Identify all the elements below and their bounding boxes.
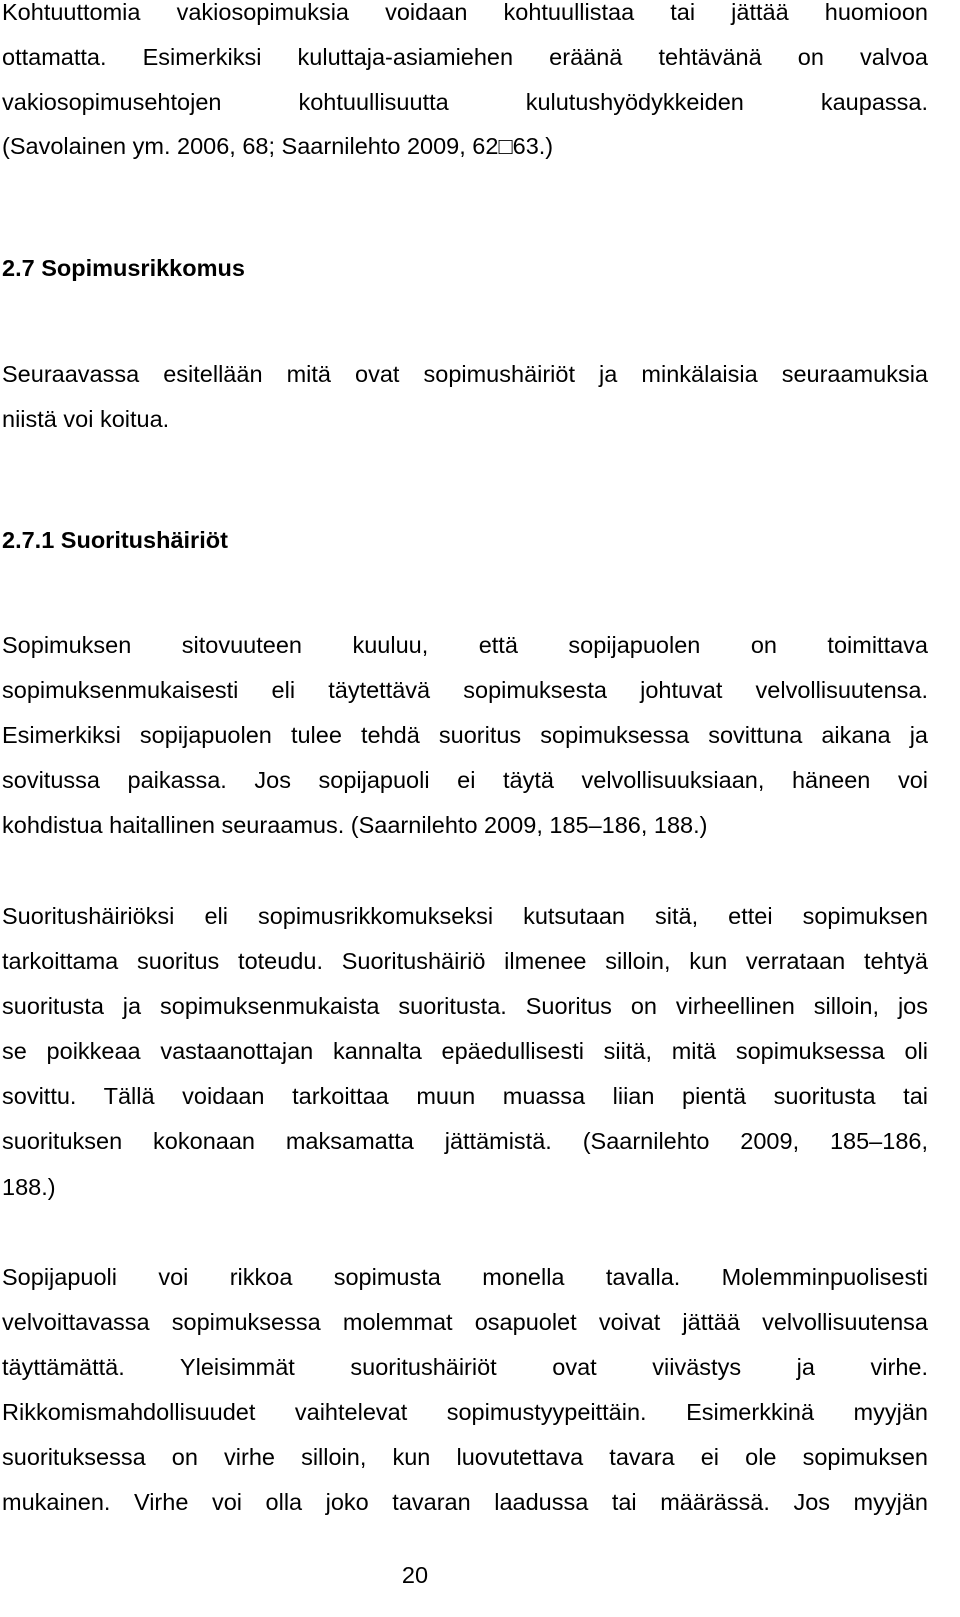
paragraph-5-line-5: suorituksessa on virhe silloin, kun luovutettava tavara ei ole sopimuksen: [2, 1444, 928, 1470]
paragraph-1-line-2: ottamatta. Esimerkiksi kuluttaja-asiamiehen eräänä tehtävänä on valvoa: [2, 44, 928, 70]
paragraph-3-line-1: Sopimuksen sitovuuteen kuuluu, että sopijapuolen on toimittava: [2, 632, 928, 658]
paragraph-5-line-1: Sopijapuoli voi rikkoa sopimusta monella tavalla. Molemminpuolisesti: [2, 1264, 928, 1290]
paragraph-5-line-4: Rikkomismahdollisuudet vaihtelevat sopimustyypeittäin. Esimerkkinä myyjän: [2, 1399, 928, 1425]
paragraph-2-line-2: niistä voi koitua.: [2, 406, 170, 432]
paragraph-2-line-1: Seuraavassa esitellään mitä ovat sopimushäiriöt ja minkälaisia seuraamuksia: [2, 361, 928, 387]
paragraph-4-line-1: Suoritushäiriöksi eli sopimusrikkomukseksi kutsutaan sitä, ettei sopimuksen: [2, 903, 928, 929]
paragraph-5-line-2: velvoittavassa sopimuksessa molemmat osapuolet voivat jättää velvollisuutensa: [2, 1309, 928, 1335]
paragraph-4-line-4: se poikkeaa vastaanottajan kannalta epäedullisesti siitä, mitä sopimuksessa oli: [2, 1038, 928, 1064]
paragraph-4-line-7: 188.): [2, 1174, 56, 1200]
paragraph-1-line-4: (Savolainen ym. 2006, 68; Saarnilehto 2009, 62□63.): [2, 133, 554, 159]
paragraph-3-line-3: Esimerkiksi sopijapuolen tulee tehdä suoritus sopimuksessa sovittuna aikana ja: [2, 722, 928, 748]
paragraph-4-line-3: suoritusta ja sopimuksenmukaista suoritusta. Suoritus on virheellinen silloin, jos: [2, 993, 928, 1019]
subsection-heading: 2.7.1 Suoritushäiriöt: [2, 527, 228, 553]
paragraph-1-line-1: Kohtuuttomia vakiosopimuksia voidaan kohtuullistaa tai jättää huomioon: [2, 0, 928, 25]
paragraph-4-line-6: suorituksen kokonaan maksamatta jättämistä. (Saarnilehto 2009, 185–186,: [2, 1128, 928, 1154]
paragraph-3-line-5: kohdistua haitallinen seuraamus. (Saarnilehto 2009, 185–186, 188.): [2, 812, 708, 838]
paragraph-3-line-4: sovitussa paikassa. Jos sopijapuoli ei täytä velvollisuuksiaan, häneen voi: [2, 767, 928, 793]
section-heading: 2.7 Sopimusrikkomus: [2, 255, 245, 281]
paragraph-5-line-6: mukainen. Virhe voi olla joko tavaran laadussa tai määrässä. Jos myyjän: [2, 1489, 928, 1515]
paragraph-3-line-2: sopimuksenmukaisesti eli täytettävä sopimuksesta johtuvat velvollisuutensa.: [2, 677, 928, 703]
paragraph-5-line-3: täyttämättä. Yleisimmät suoritushäiriöt ovat viivästys ja virhe.: [2, 1354, 928, 1380]
paragraph-1-line-3: vakiosopimusehtojen kohtuullisuutta kulutushyödykkeiden kaupassa.: [2, 89, 928, 115]
paragraph-4-line-5: sovittu. Tällä voidaan tarkoittaa muun muassa liian pientä suoritusta tai: [2, 1083, 928, 1109]
page-number: 20: [401, 1562, 429, 1588]
paragraph-4-line-2: tarkoittama suoritus toteudu. Suoritushäiriö ilmenee silloin, kun verrataan tehtyä: [2, 948, 928, 974]
